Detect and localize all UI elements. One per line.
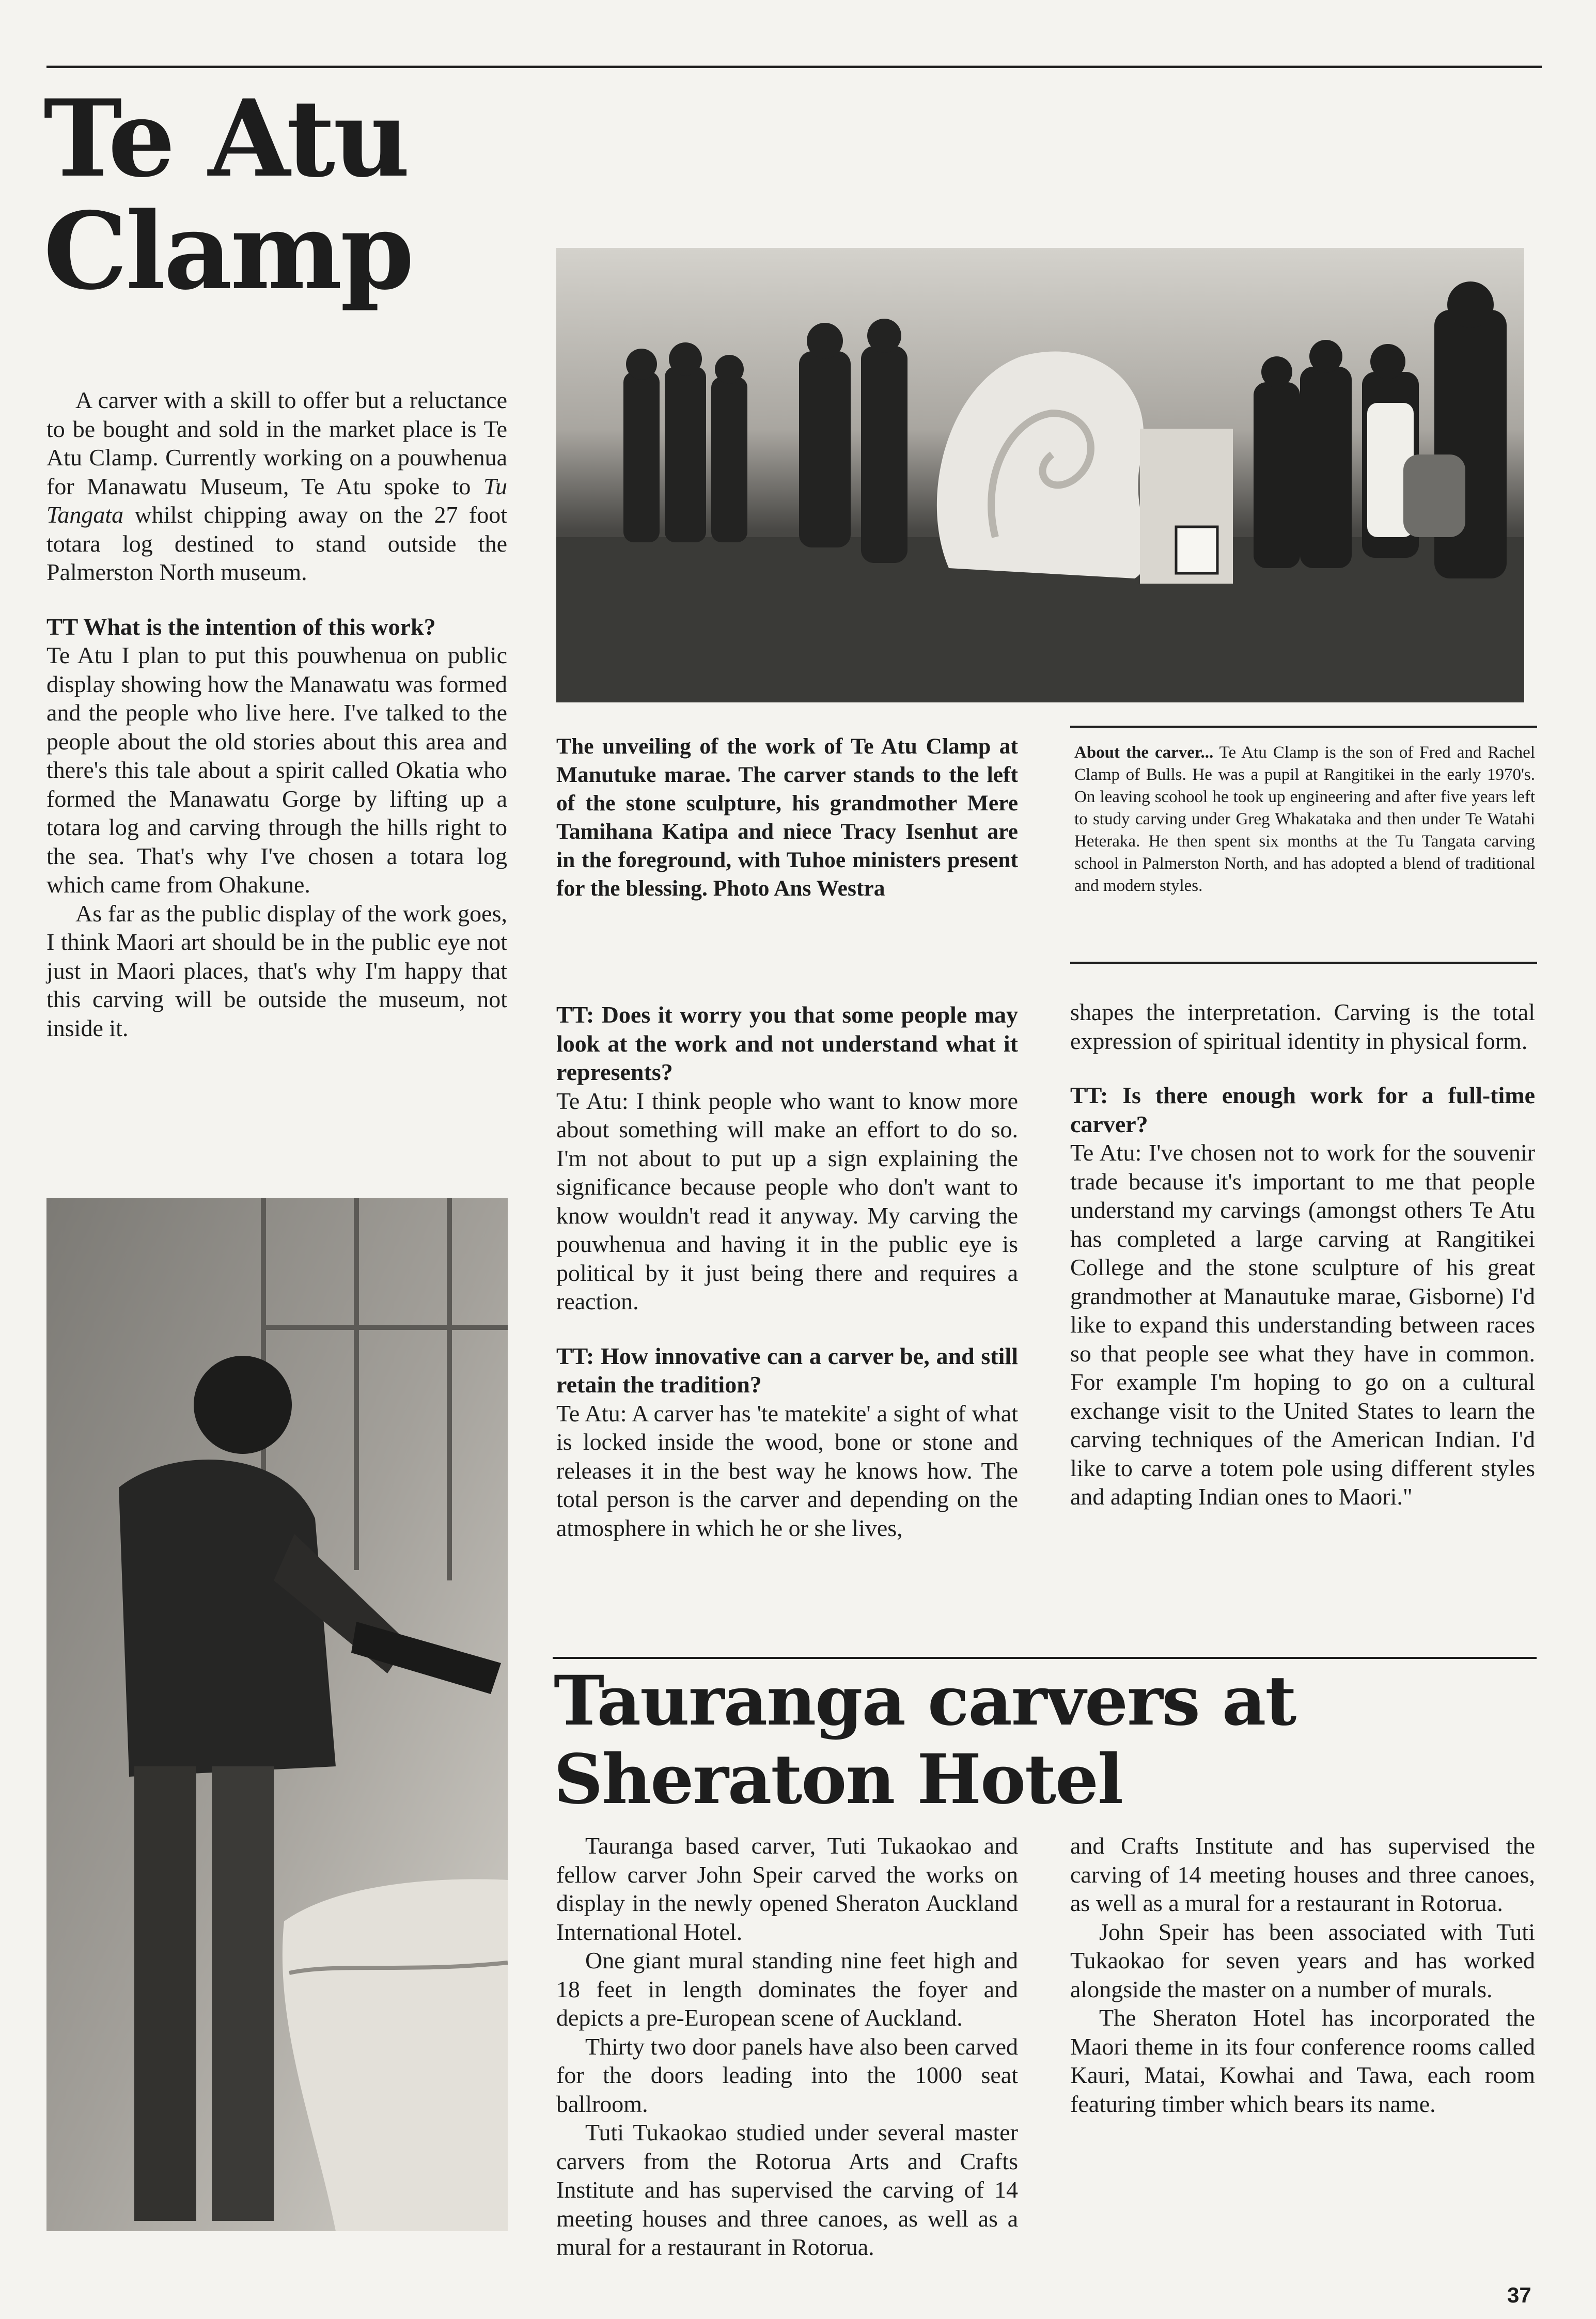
article-2-rule <box>553 1657 1537 1659</box>
about-text: Te Atu Clamp is the son of Fred and Rachel Clamp of Bulls. He was a pupil at Rangitikei in the early 1970's. On leaving scohool he took up engineering and after five years left to study carving under Greg Whakataka and then under Te Watahi Heteraka. He then spent six months at the Tu Tangata carving school in Palmerston North, and has adopted a blend of traditional and modern styles. <box>1074 743 1535 895</box>
question-3: TT: How innovative can a carver be, and still retain the tradition? <box>556 1342 1018 1398</box>
sidebar-top-rule <box>1070 726 1537 728</box>
column-3-text <box>1070 998 1535 1511</box>
magazine-name: Tu Tangata <box>46 473 507 528</box>
question-1: TT What is the intention of this work? <box>46 613 436 640</box>
intro-paragraph <box>46 386 507 587</box>
title-line-1: Te Atu <box>43 77 409 201</box>
answer-3: Te Atu: A carver has 'te matekite' a sight of what is locked inside the wood, bone or stone and releases it in the best way he knows how. The total person is the carver and depending on the atmosphere in which he or she lives, <box>556 1400 1018 1541</box>
intro-text-b: whilst chipping away on the 27 foot totara log destined to stand outside the Palmerston North museum. <box>46 502 507 585</box>
article-2-p4-continued: and Crafts Institute and has supervised the carving of 14 meeting houses and three canoes, as well as a mural for a restaurant in Rotorua. <box>1070 1832 1535 1916</box>
about-carver-box <box>1074 742 1535 897</box>
question-4: TT: Is there enough work for a full-time carver? <box>1070 1082 1535 1137</box>
photo-caption: The unveiling of the work of Te Atu Clamp at Manutuke marae. The carver stands to the left of the stone sculpture, his grandmother Mere Tamihana Katipa and niece Tracy Isenhut are in the foreground, with Tuhoe ministers present for the blessing. Photo Ans Westra <box>556 734 1018 901</box>
answer-1: Te Atu I plan to put this pouwhenua on public display showing how the Manawatu was formed and the people who live here. I've talked to the people about the old stories about this area and there's this tale about a spirit called Okatia who formed the Manawatu Gorge by lifting up a totara log and carving through the hills right to the sea. That's why I've chosen a totara log which came from Ohakune. <box>46 642 507 898</box>
article-2-p3: Thirty two door panels have also been carved for the doors leading into the 1000 seat ballroom. <box>556 2033 1018 2117</box>
unveiling-photo-art <box>556 248 1524 702</box>
article-title <box>43 77 413 314</box>
article-2-p4: Tuti Tukaokao studied under several master carvers from the Rotorua Arts and Crafts Institute and has supervised the carving of 14 meeting houses and three canoes, as well as a mural for a restaurant in Rotorua. <box>556 2119 1018 2260</box>
article-2-column-2 <box>1070 1831 1535 2118</box>
answer-1b: As far as the public display of the work goes, I think Maori art should be in the public eye not just in Maori places, that's why I'm happy that this carving will be outside the museum, not inside it. <box>46 900 507 1041</box>
carver-photo-art <box>46 1198 508 2231</box>
article-2-p5: John Speir has been associated with Tuti Tukaokao for seven years and has worked alongside the master on a number of murals. <box>1070 1918 1535 2002</box>
carver-photo <box>46 1198 508 2231</box>
about-label: About the carver... <box>1074 743 1214 762</box>
article-2-title: Tauranga carvers at Sheraton Hotel <box>554 1661 1296 1820</box>
page-number: 37 <box>1507 2283 1531 2307</box>
column-2-text <box>556 1000 1018 1542</box>
answer-4: Te Atu: I've chosen not to work for the souvenir trade because it's important to me that people understand my carvings (amongst others Te Atu has completed a large carving at Rangitikei College and the stone sculpture of his great grandmother at Manautuke marae, Gisborne) I'd like to expand this understanding between races so that people see what they have in common. For example I'm hoping to go on a cultural exchange visit to the United States to learn the carving techniques of the American Indian. I'd like to carve a totem pole using different styles and adapting Indian ones to Maori." <box>1070 1139 1535 1510</box>
sidebar-bottom-rule <box>1070 962 1537 964</box>
article-2-p2: One giant mural standing nine feet high and 18 feet in length dominates the foyer and depicts a pre-European scene of Auckland. <box>556 1947 1018 2031</box>
unveiling-photo <box>556 248 1524 702</box>
top-rule <box>46 66 1542 68</box>
article-2-p6: The Sheraton Hotel has incorporated the Maori theme in its four conference rooms called Kauri, Matai, Kowhai and Tawa, each room featuring timber which bears its name. <box>1070 2004 1535 2117</box>
column-1-text <box>46 386 507 1042</box>
answer-2: Te Atu: I think people who want to know more about something will make an effort to do so. I'm not about to put up a sign explaining the significance because people who don't want to know wouldn't read it anyway. My carving the pouwhenua and having it in the public eye is political by it just being there and requires a reaction. <box>556 1087 1018 1314</box>
article-2-p1: Tauranga based carver, Tuti Tukaokao and fellow carver John Speir carved the works on display in the newly opened Sheraton Auckland International Hotel. <box>556 1832 1018 1945</box>
intro-text-a: A carver with a skill to offer but a reluctance to be bought and sold in the market place is Te Atu Clamp. Currently working on a pouwhenua for Manawatu Museum, Te Atu spoke to <box>46 387 507 499</box>
question-2: TT: Does it worry you that some people may look at the work and not understand what it represents? <box>556 1001 1018 1085</box>
answer-3-continued: shapes the interpretation. Carving is the total expression of spiritual identity in physical form. <box>1070 999 1535 1054</box>
title-line-2: Clamp <box>43 190 413 314</box>
article-2-column-1 <box>556 1831 1018 2260</box>
